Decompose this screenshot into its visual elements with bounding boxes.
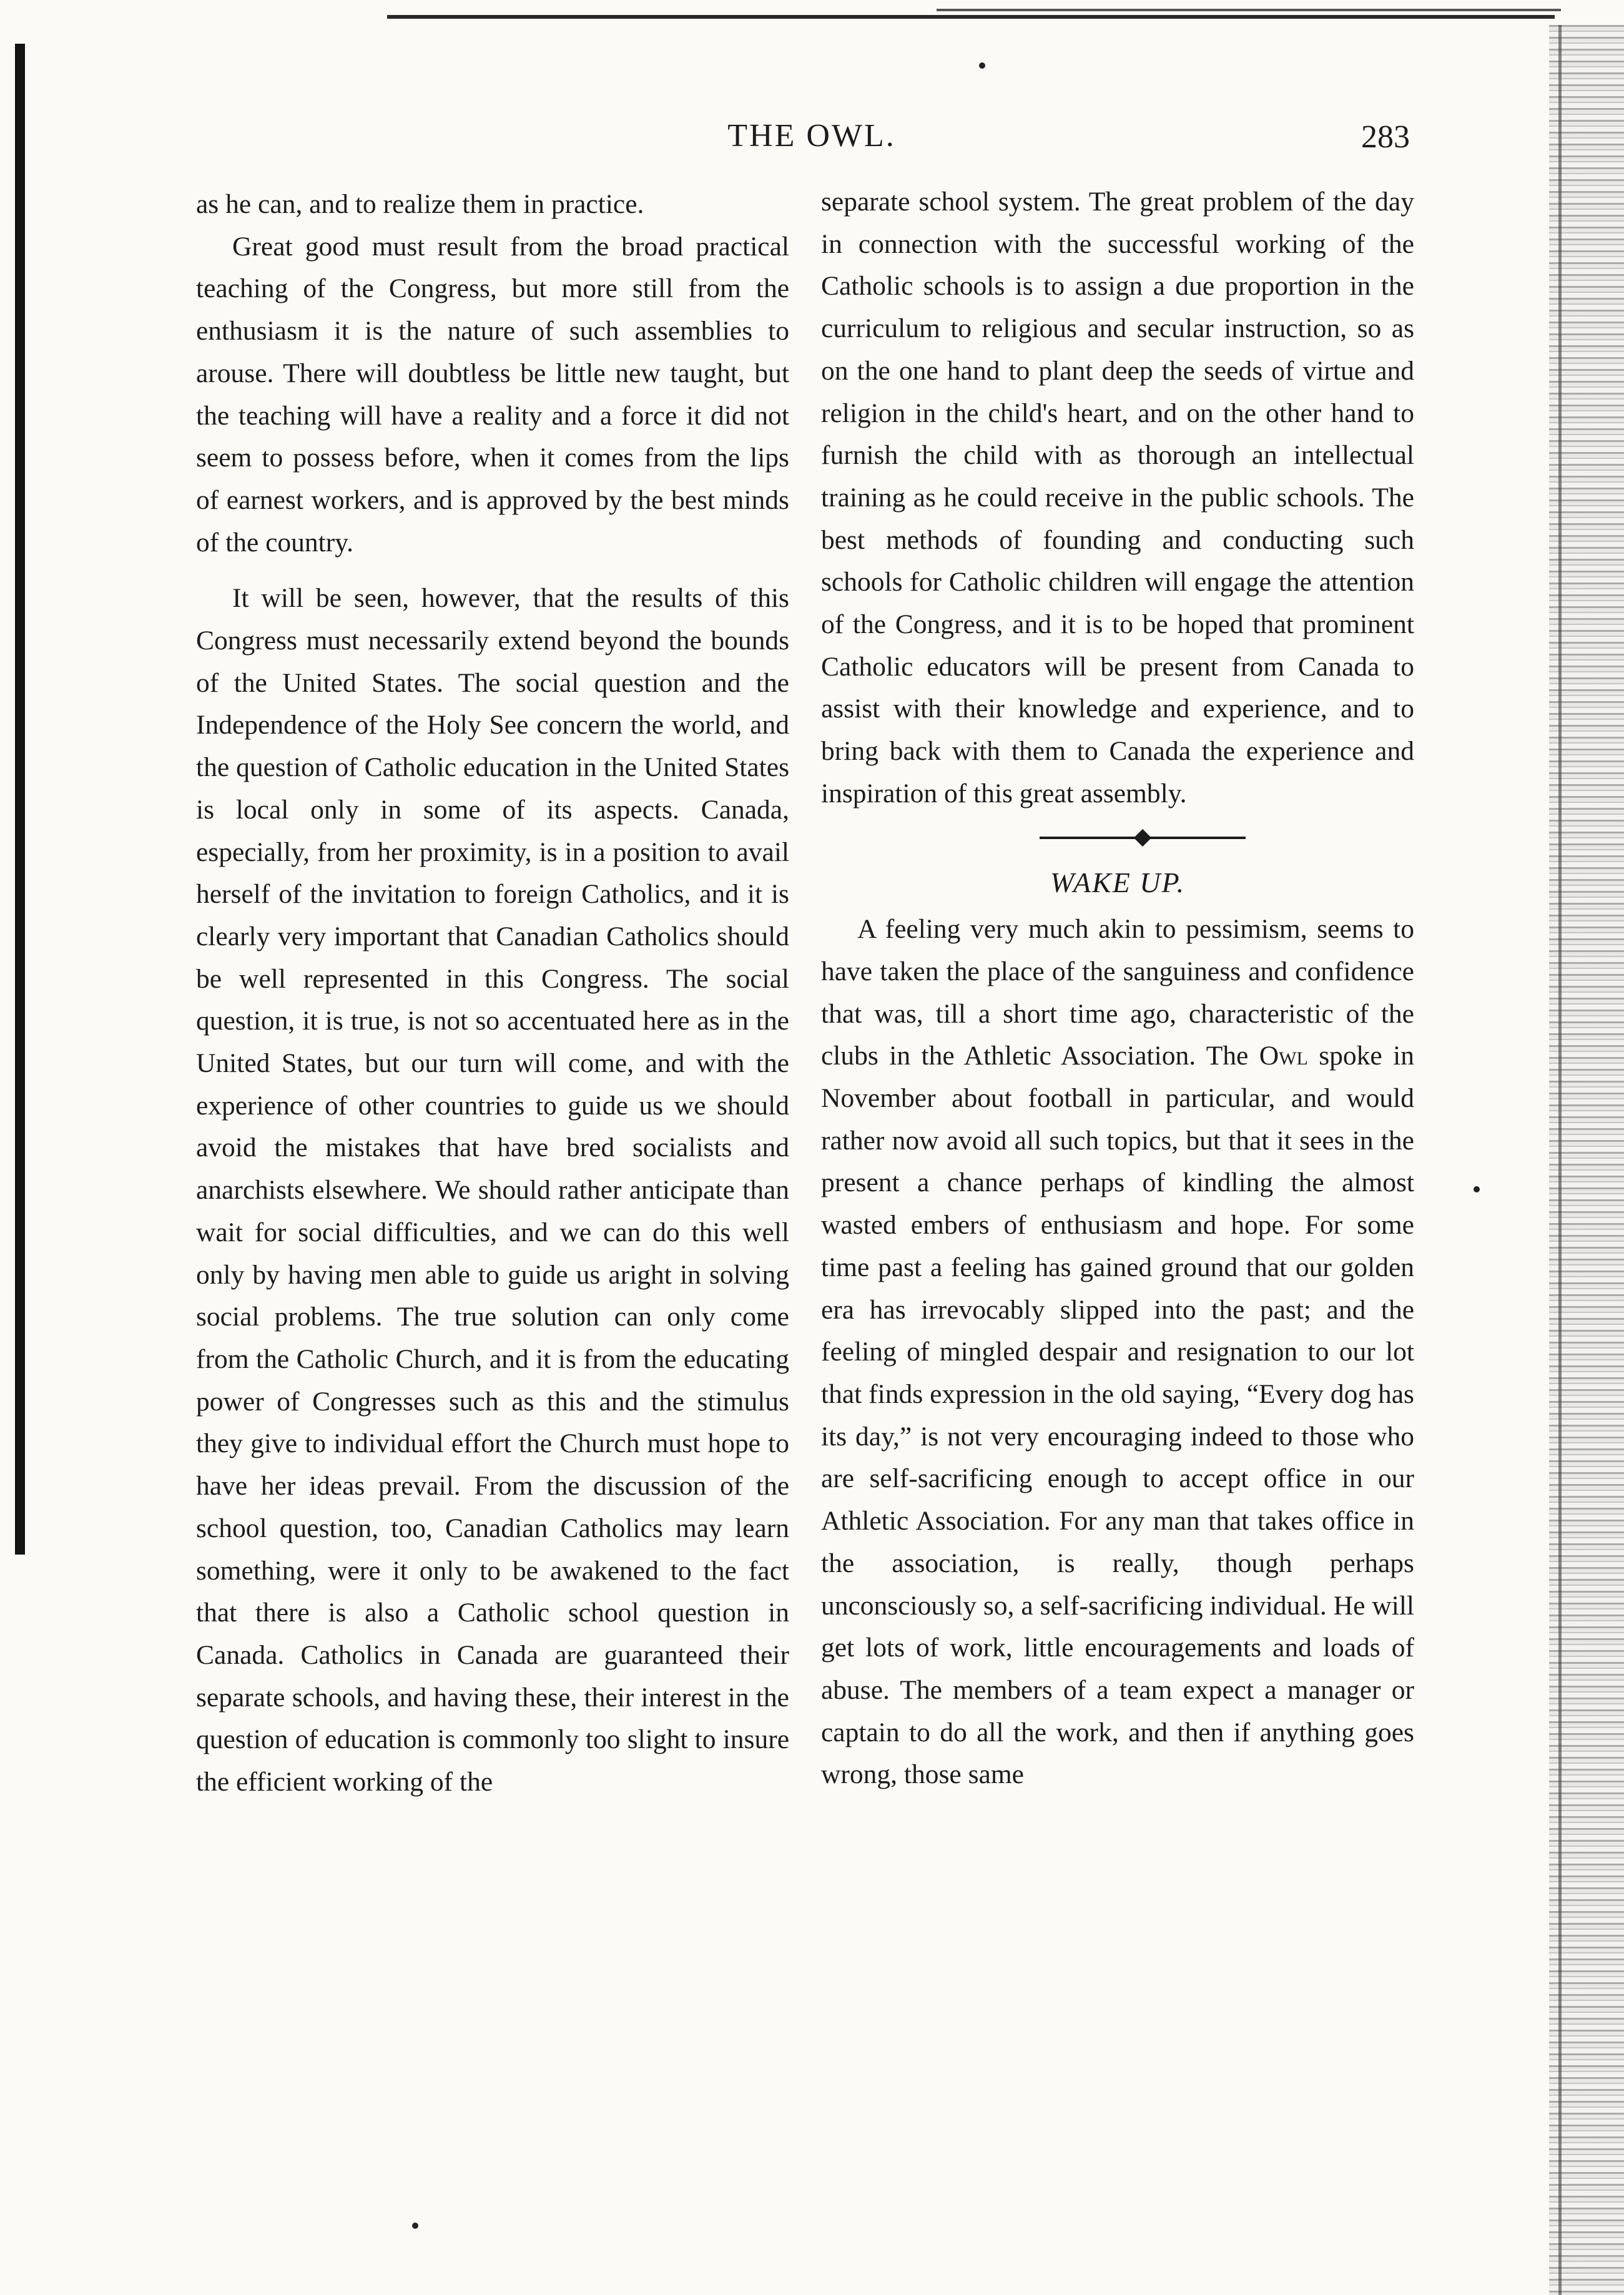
scan-speck bbox=[1474, 1186, 1480, 1192]
running-title: THE OWL. bbox=[727, 118, 896, 154]
paragraph-text: spoke in November about football in particular, and would rather now avoid all such topics, but that it sees in the present a chance perhaps of kindling the almost wasted embers of enthusiasm and hope. For some time past a feeling has gained ground that our golden era has irrevocably slipped into the past; and the feeling of mingled despair and resignation to our lot that finds expression in the old saying, “Every dog has its day,” is not very encouraging indeed to those who are self-sacrificing enough to accept office in our Athletic Association. For any man that takes office in the association, is really, though perhaps unconsciously so, a self-sacrificing individual. He will get lots of work, little encouragements and loads of abuse. The members of a team expect a manager or captain to do all the work, and then if anything goes wrong, those same bbox=[821, 1041, 1414, 1790]
page-number: 283 bbox=[1361, 119, 1410, 155]
left-column bbox=[196, 184, 789, 1804]
paragraph bbox=[821, 908, 1414, 1796]
section-heading: WAKE UP. bbox=[1050, 866, 1186, 898]
paragraph: separate school system. The great problem of the day in connection with the successful working of the Catholic schools is to assign a due proportion in the curriculum to religious and secular instruction, so as on the one hand to plant deep the seeds of virtue and religion in the child's heart, and on the other hand to furnish the child with as thorough an intellectual training as he could receive in the public schools. The best methods of founding and conducting such schools for Catholic children will engage the attention of the Congress, and it is to be hoped that prominent Catholic educators will be present from Canada to assist with their knowledge and experience, and to bring back with them to Canada the experience and inspiration of this great assembly. bbox=[821, 187, 1414, 808]
scan-speck bbox=[412, 2223, 418, 2229]
scan-speck bbox=[979, 62, 985, 69]
paragraph: It will be seen, however, that the results of this Congress must necessarily extend beyond the bounds of the United States. The social question and the Independence of the Holy See concern the world, and the question of Catholic education in the United States is local only in some of its aspects. Canada, especially, from her proximity, is in a position to avail herself of the invitation to foreign Catholics, and it is clearly very important that Canadian Catholics should be well represented in this Congress. The social question, it is true, is not so accentuated here as in the United States, but our turn will come, and with the experience of other countries to guide us we should avoid the mistakes that have bred socialists and anarchists elsewhere. We should rather anticipate than wait for social difficulties, and we can do this well only by having men able to guide us aright in solving social problems. The true solution can only come from the Catholic Church, and it is from the educating power of Congresses such as this and the stimulus they give to individual effort the Church must hope to have her ideas prevail. From the discussion of the school question, too, Canadian Catholics may learn something, were it only to be awakened to the fact that there is also a Catholic school question in Canada. Catholics in Canada are guaranteed their separate schools, and having these, their interest in the question of education is commonly too slight to insure the efficient working of the bbox=[196, 583, 789, 1797]
scan-binding-edge bbox=[15, 44, 25, 1555]
paragraph: Great good must result from the broad practical teaching of the Congress, but more still from the enthusiasm it is the nature of such assemblies to arouse. There will doubtless be little new taught, but the teaching will have a reality and a force it did not seem to possess before, when it comes from the lips of earnest workers, and is approved by the best minds of the country. bbox=[196, 231, 789, 558]
right-column bbox=[821, 181, 1414, 1796]
section-divider bbox=[1040, 837, 1246, 839]
paragraph: as he can, and to realize them in practice. bbox=[196, 189, 644, 219]
scan-page-edge-line bbox=[1558, 25, 1562, 2295]
scan-top-rule-secondary bbox=[937, 9, 1561, 11]
owl-name: Owl bbox=[1259, 1041, 1308, 1071]
divider-diamond bbox=[1134, 828, 1151, 846]
paragraph-text: A feeling very much akin to pessimism, seems to have taken the place of the sanguiness and confidence that was, till a short time ago, characteristic of the clubs in the Athletic Association. The bbox=[821, 914, 1414, 1071]
scan-top-rule bbox=[387, 15, 1555, 19]
